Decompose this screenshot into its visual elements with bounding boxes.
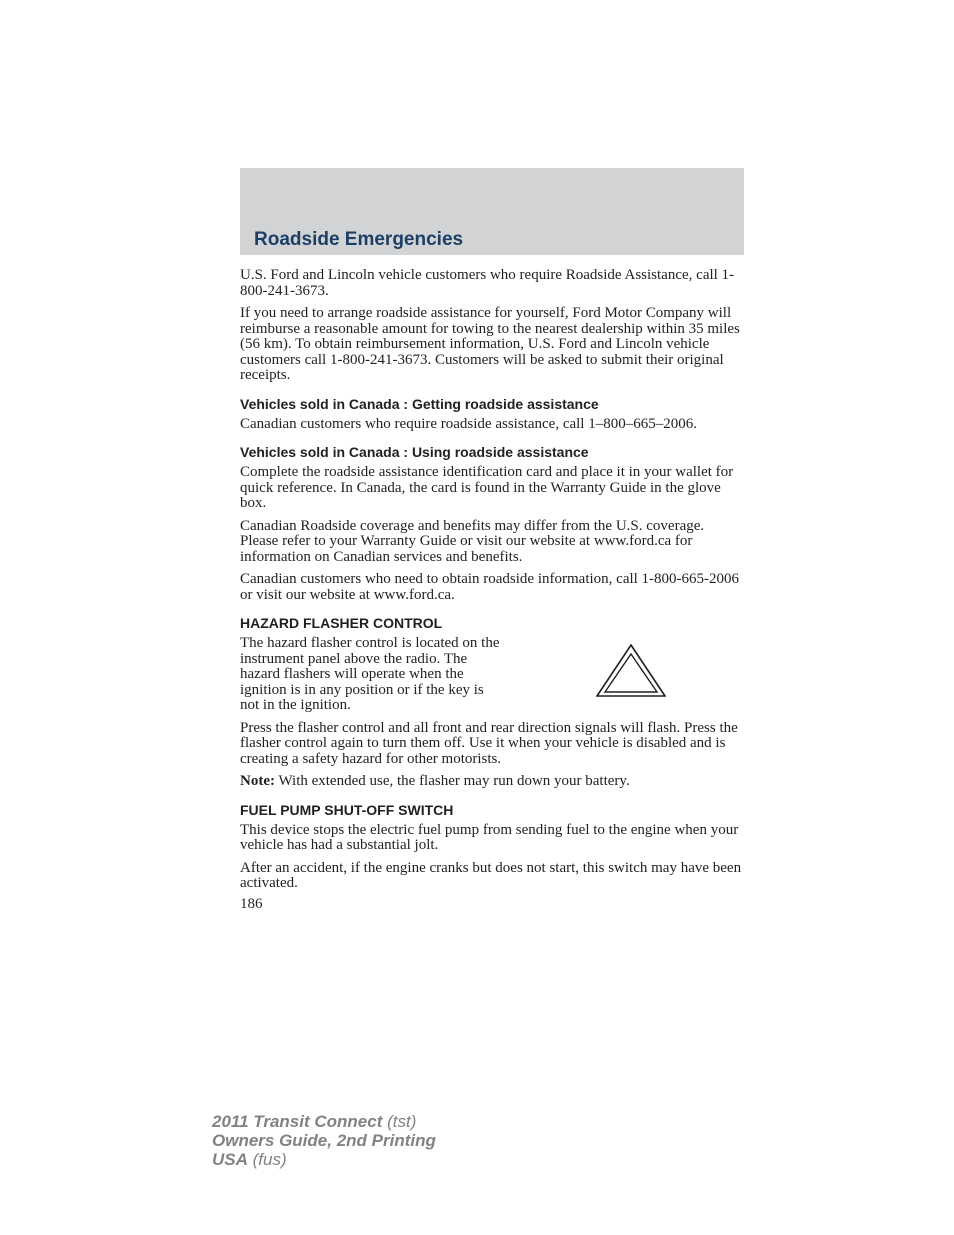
paragraph-hazard-operation: Press the flasher control and all front and rear direction signals will flash. Press the flasher control again to turn them off. Use it when your vehicle is disabled and is creating a safety hazard for other motorists.	[240, 719, 738, 767]
paragraph-fuel-pump-accident: After an accident, if the engine cranks but does not start, this switch may have been activated.	[240, 859, 742, 891]
heading-canada-using-assistance: Vehicles sold in Canada : Using roadside assistance	[240, 444, 589, 460]
section-header-band	[240, 168, 744, 255]
footer-line-1	[212, 1112, 436, 1131]
paragraph-canada-info: Canadian customers who need to obtain roadside information, call 1-800-665-2006 or visit our website at www.ford.ca.	[240, 571, 740, 603]
footer-market: USA	[212, 1150, 248, 1169]
paragraph-canada-call: Canadian customers who require roadside assistance, call 1–800–665–2006.	[240, 415, 697, 432]
footer-market-code: (fus)	[247, 1150, 287, 1169]
footer-model: 2011 Transit Connect	[212, 1112, 383, 1131]
note-label: Note:	[240, 773, 275, 789]
hazard-triangle-icon	[596, 644, 666, 697]
document-footer	[212, 1112, 436, 1169]
heading-fuel-pump: FUEL PUMP SHUT-OFF SWITCH	[240, 801, 454, 818]
section-title: Roadside Emergencies	[254, 229, 464, 250]
heading-hazard-flasher: HAZARD FLASHER CONTROL	[240, 615, 443, 631]
paragraph-hazard-location: The hazard flasher control is located on the instrument panel above the radio. The hazard flashers will operate when the ignition is in any position or if the key is not in the ignition.	[240, 635, 500, 713]
paragraph-fuel-pump-device: This device stops the electric fuel pump from sending fuel to the engine when your vehicle has had a substantial jolt.	[240, 821, 739, 853]
paragraph-hazard-note	[240, 774, 746, 790]
page-content	[240, 268, 746, 912]
footer-guide-edition: Owners Guide, 2nd Printing	[212, 1131, 436, 1150]
heading-canada-getting-assistance: Vehicles sold in Canada : Getting roadside assistance	[240, 395, 599, 412]
footer-line-2	[212, 1131, 436, 1150]
paragraph-canada-coverage: Canadian Roadside coverage and benefits may differ from the U.S. coverage. Please refer to your Warranty Guide or visit our website at www.ford.ca for information on Canadian services and benefits.	[240, 517, 705, 565]
note-text: With extended use, the flasher may run down your battery.	[274, 773, 630, 789]
footer-line-3	[212, 1150, 436, 1169]
hazard-section	[240, 636, 746, 721]
footer-model-code: (tst)	[382, 1112, 417, 1131]
paragraph-canada-card: Complete the roadside assistance identification card and place it in your wallet for quick reference. In Canada, the card is found in the Warranty Guide in the glove box.	[240, 464, 734, 511]
paragraph-us-roadside: U.S. Ford and Lincoln vehicle customers who require Roadside Assistance, call 1-800-241-3673.	[240, 267, 735, 299]
page-number: 186	[240, 895, 263, 912]
paragraph-reimbursement: If you need to arrange roadside assistance for yourself, Ford Motor Company will reimburse a reasonable amount for towing to the nearest dealership within 35 miles (56 km). To obtain reimbursement information, U.S. Ford and Lincoln vehicle customers call 1-800-241-3673. Customers will be asked to submit their original receipts.	[240, 305, 740, 383]
